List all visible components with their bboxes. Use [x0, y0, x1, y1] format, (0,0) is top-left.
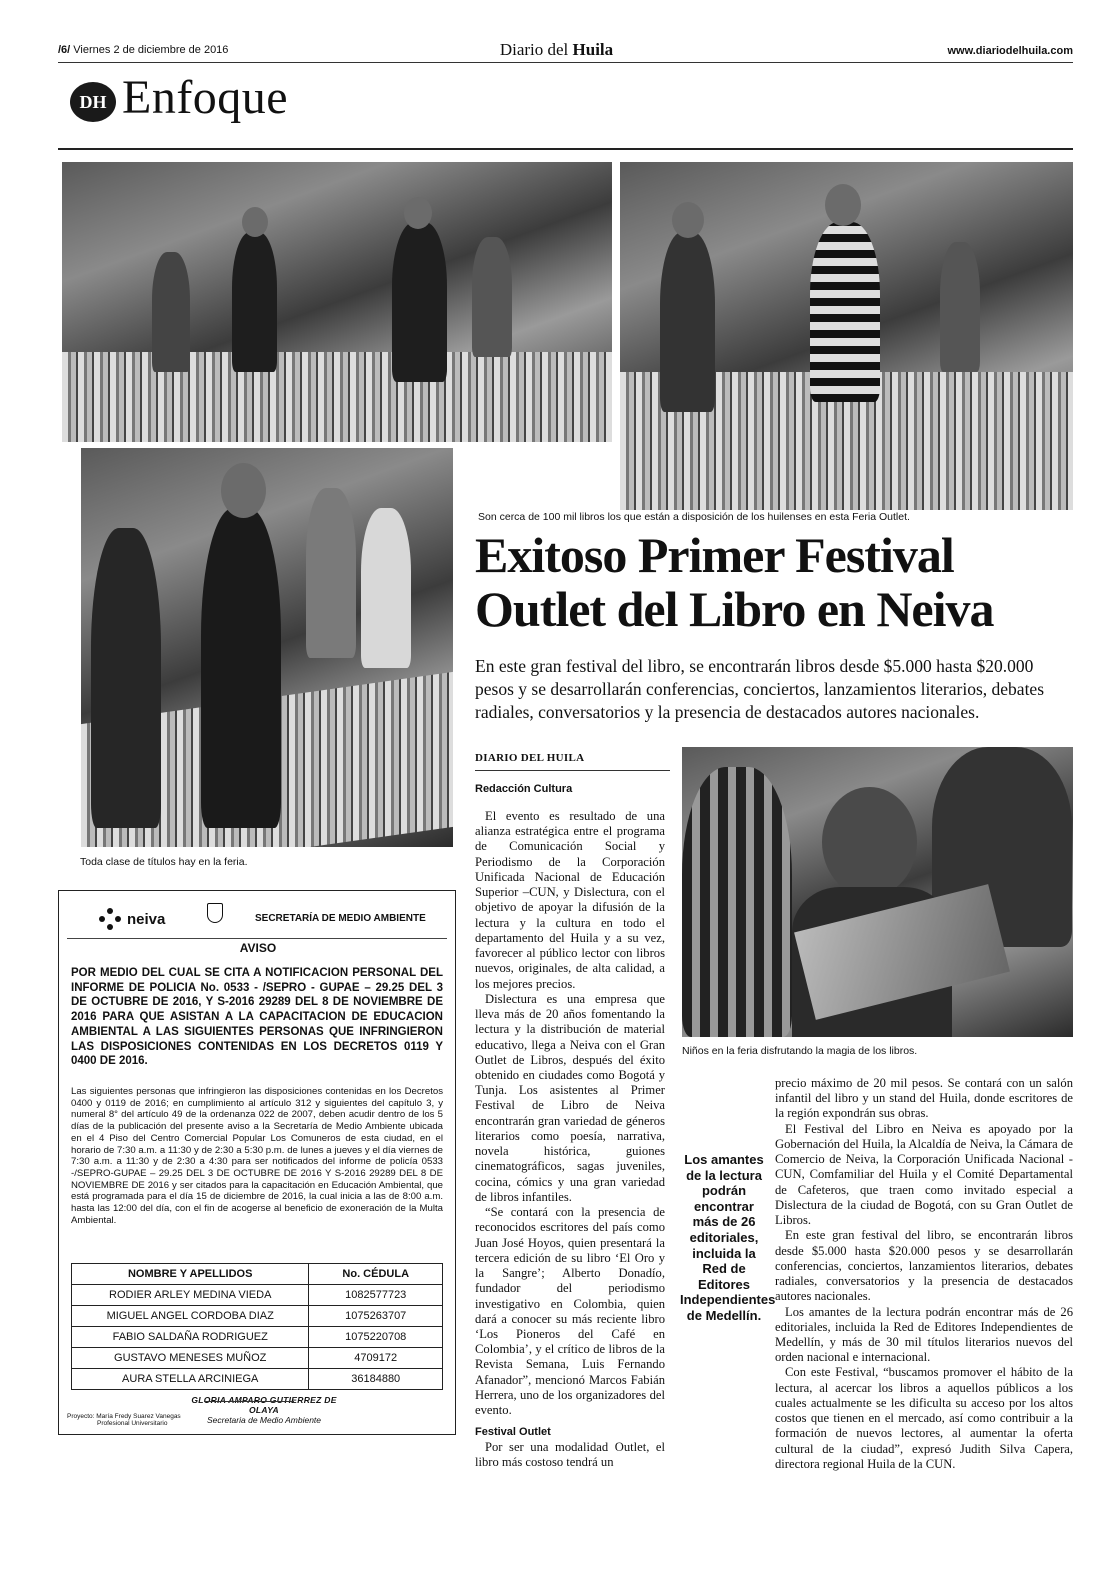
photo-top-left	[62, 162, 612, 442]
signature-scrawl	[204, 1382, 294, 1402]
neiva-logo	[99, 903, 189, 935]
notice-table	[71, 1263, 443, 1390]
cell-name: MIGUEL ANGEL CORDOBA DIAZ	[72, 1306, 309, 1327]
signer-name: GLORIA AMPARO GUTIERREZ DE OLAYA	[191, 1395, 337, 1415]
pull-quote: Los amantes de la lectura podrán encontrar más de 26 editoriales, incluida la Red de Editores Independientes de Medellín.	[680, 1152, 776, 1323]
cell-name: RODIER ARLEY MEDINA VIEDA	[72, 1285, 309, 1306]
paragraph: El evento es resultado de una alianza estratégica entre el programa de Comunicación Social y Periodismo de la Corporación Unificada Nacional de Educación Superior –CUN, y Dislectura, con el objetivo de apoyar la difusión de la lectura y la cultura en todo el departamento del Huila y a su vez, favorecer al público lector con libros nuevos, originales, de alta calidad, a los mejores precios.	[475, 809, 665, 991]
cell-id: 4709172	[309, 1348, 443, 1369]
public-notice-box	[58, 890, 456, 1435]
photo-top-right-caption: Son cerca de 100 mil libros los que están a disposición de los huilenses en esta Feria Outlet.	[478, 511, 910, 523]
paragraph: Por ser una modalidad Outlet, el libro más costoso tendrá un	[475, 1439, 665, 1469]
byline: DIARIO DEL HUILA	[475, 752, 585, 764]
section-rule	[58, 148, 1073, 150]
notice-lead: POR MEDIO DEL CUAL SE CITA A NOTIFICACION PERSONAL DEL INFORME DE POLICIA No. 0533 - /SEPRO - GUPAE – 29.25 DEL 3 DE OCTUBRE DE 2016, Y S-2016 29289 DEL 8 DE NOVIEMBRE DE 2016 PARA QUE ASISTAN A LA CAPACITACION DE EDUCACION AMBIENTAL A LAS SIGUIENTES PERSONAS QUE INFRINGIERON LAS DISPOSICIONES CONTENIDAS EN LOS DECRETOS 0119 Y 0400 DE 2016.	[71, 967, 443, 1068]
cell-name: GUSTAVO MENESES MUÑOZ	[72, 1348, 309, 1369]
header-rule	[58, 62, 1073, 63]
dh-logo: DH	[70, 82, 116, 122]
photo-child	[682, 747, 1073, 1037]
article-column-3	[775, 1076, 1073, 1472]
photo-top-right	[620, 162, 1073, 510]
cell-id: 36184880	[309, 1369, 443, 1390]
notice-rule	[67, 938, 447, 939]
table-row	[72, 1348, 443, 1369]
paragraph: Dislectura es una empresa que lleva más de 20 años fomentando la lectura y la distribución de material educativo, llega a Neiva con el Gran Outlet de Libros, después del éxito obtenido en ciudades como Bogotá y Tunja. Los asistentes al Primer Festival de Libro de Neiva encontrarán gran variedad de géneros literarios como poesía, narrativa, novela histórica, guiones cinematográficos, sagas juveniles, cocina, cómics y una gran variedad de libros infantiles.	[475, 991, 665, 1204]
project-role: Profesional Universitario	[97, 1420, 168, 1428]
neiva-logo-text: neiva	[127, 910, 166, 928]
column-header: NOMBRE Y APELLIDOS	[72, 1264, 309, 1285]
brand-bold: Huila	[572, 40, 614, 59]
paragraph: precio máximo de 20 mil pesos. Se contará con un salón infantil del libro y un stand del Huila, donde escritores de la región expondrán sus obras.	[775, 1076, 1073, 1121]
date-text: Viernes 2 de diciembre de 2016	[73, 44, 229, 56]
headline-line-2: Outlet del Libro en Neiva	[475, 581, 994, 637]
secretaria-label: SECRETARÍA DE MEDIO AMBIENTE	[255, 913, 426, 924]
paragraph: Con este Festival, “buscamos promover el hábito de la lectura, al acercar los libros a aquellos públicos a los cuales actualmente se les dificulta su acceso por los altos costos que tienen en el mercado, así como contribuir a la formación de nuevos lectores, al aumentar la oferta cultural de la ciudad”, expresó Judith Silva Capera, directora regional Huila de la CUN.	[775, 1365, 1073, 1471]
signature-block	[179, 1396, 349, 1425]
project-credit	[67, 1413, 181, 1428]
cell-id: 1075220708	[309, 1327, 443, 1348]
cell-name: FABIO SALDAÑA RODRIGUEZ	[72, 1327, 309, 1348]
notice-body: Las siguientes personas que infringieron las disposiciones contenidas en los Decretos 0400 y 0119 de 2016; en cumplimiento al artículo 312 y siguientes del capítulo 3, y numeral 8° del artículo 49 de la ordenanza 022 de 2007, deben acudir dentro de los 5 días de la publicación del presente aviso a la Secretaría de Medio Ambiente ubicada en el 4 Piso del Centro Comercial Popular Los Comuneros de esta ciudad, en el horario de 7:30 a.m. a 11:30 y de 2:30 a 5:30 p.m. de lunes a jueves y el día viernes de 7:30 a.m. a 11:30 y de 2:30 a 4:30 para ser notificados del informe de policía 0533 -/SEPRO-GUPAE – 29.25 DEL 3 DE OCTUBRE DE 2016 Y S-2016 29289 DEL 8 DE NOVIEMBRE DE 2016 y ser citados para la capacitación en Educación Ambiental, que está programada para el día 15 de diciembre de 2016, la cual inicia a las de 8:00 a.m. hasta las 12:00 del día, con el fin de acogerse al beneficio de exoneración de la Multa Ambiental.	[71, 1086, 443, 1226]
table-header-row	[72, 1264, 443, 1285]
cell-id: 1082577723	[309, 1285, 443, 1306]
article-deck: En este gran festival del libro, se encontrarán libros desde $5.000 hasta $20.000 pesos y se desarrollarán conferencias, conciertos, lanzamientos literarios, debates radiales, conversatorios y la presencia de destacados autores nacionales.	[475, 656, 1045, 723]
column-header: No. CÉDULA	[309, 1264, 443, 1285]
table-row	[72, 1306, 443, 1327]
neiva-mark-icon	[99, 908, 121, 930]
paragraph: En este gran festival del libro, se encontrarán libros desde $5.000 hasta $20.000 pesos y se desarrollarán conferencias, conciertos, lanzamientos literarios, debates radiales, conversatorios y la presencia de destacados autores nacionales.	[775, 1228, 1073, 1304]
paragraph: Los amantes de la lectura podrán encontrar más de 26 editoriales, incluida la Red de Editores Independientes de Medellín, y más de 30 mil títulos literarios nuevos del orden nacional e internacional.	[775, 1304, 1073, 1365]
project-label: Proyecto: María Fredy Suarez Vanegas	[67, 1413, 181, 1420]
paragraph: “Se contará con la presencia de reconocidos escritores del país como Juan José Hoyos, quien presentará la tercera edición de su libro ‘El Oro y la Sangre’; Alberto Donadío, fundador del periodismo investigativo en Colombia, quien dará a conocer su más reciente libro ‘Los Pioneros del Café en Colombia’, y el crítico de libros de la Revista Semana, Luis Fernando Afanador”, mencionó Marcos Fabián Herrera, uno de los organizadores del evento.	[475, 1205, 665, 1418]
photo-left	[78, 445, 456, 850]
table-row	[72, 1327, 443, 1348]
notice-title: AVISO	[239, 941, 277, 955]
municipal-shield-icon	[207, 903, 223, 923]
section-title: Enfoque	[122, 71, 289, 124]
headline	[475, 528, 1075, 636]
headline-line-1: Exitoso Primer Festival	[475, 527, 954, 583]
paragraph: El Festival del Libro en Neiva es apoyado por la Gobernación del Huila, la Alcaldía de Neiva, la Cámara de Comercio de Neiva, la Corporación Unificada Nacional -CUN, Comfamiliar del Huila y el Comité Departamental de Cafeteros, que traen como invitado especial a Dislectura de la ciudad de Bogotá, con su Gran Outlet de Libros.	[775, 1121, 1073, 1228]
byline-rule	[475, 770, 670, 771]
byline-desk: Redacción Cultura	[475, 783, 573, 795]
photo-left-caption: Toda clase de títulos hay en la feria.	[80, 856, 248, 868]
photo-child-caption: Niños en la feria disfrutando la magia de los libros.	[682, 1045, 918, 1057]
article-column-1	[475, 809, 665, 1470]
page-number: /6/	[58, 44, 71, 56]
cell-id: 1075263707	[309, 1306, 443, 1327]
cell-name: AURA STELLA ARCINIEGA	[72, 1369, 309, 1390]
signer-role: Secretaria de Medio Ambiente	[206, 1414, 322, 1425]
site-url[interactable]: www.diariodelhuila.com	[947, 45, 1073, 57]
subhead: Festival Outlet	[475, 1426, 551, 1439]
brand-regular: Diario del	[499, 40, 573, 59]
table-row	[72, 1285, 443, 1306]
